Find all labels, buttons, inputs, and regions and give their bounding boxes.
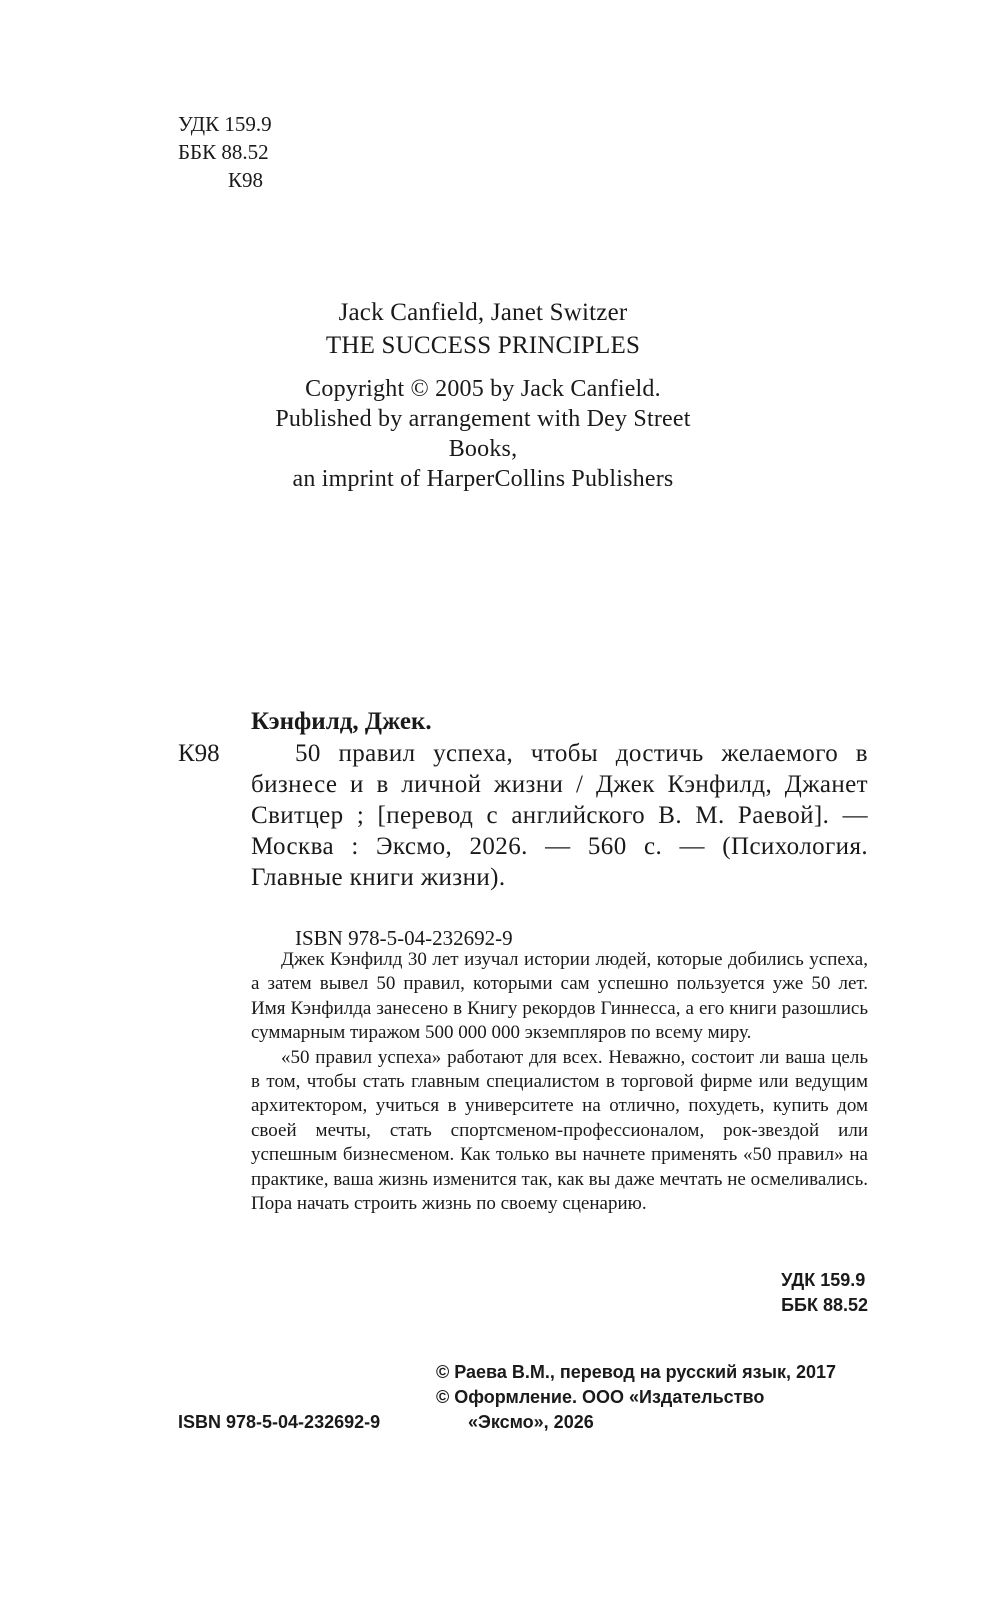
catalog-author-heading: Кэнфилд, Джек. xyxy=(251,708,432,735)
bbk-code: ББК 88.52 xyxy=(781,1295,868,1315)
catalog-isbn: ISBN 978-5-04-232692-9 xyxy=(295,926,513,950)
original-authors: Jack Canfield, Janet Switzer xyxy=(338,299,628,326)
original-title: THE SUCCESS PRINCIPLES xyxy=(325,332,641,359)
udk-code: УДК 159.9 xyxy=(178,112,272,136)
annotation-paragraph: «50 правил успеха» работают для всех. Неважно, состоит ли ваша цель в том, чтобы стать главным специалистом в торговой фирме или ведущим архитектором, учиться в университете на отлично, похудеть, купить дом своей мечты, стать спортсменом-профессионалом, рок-звездой или успешным бизнесменом. Как только вы начнете применять «50 правил» на практике, ваша жизнь изменится так, как вы даже мечтать не осмеливались. Пора начать строить жизнь по своему сценарию. xyxy=(251,1046,868,1215)
design-rights-line-2: «Эксмо», 2026 xyxy=(468,1412,594,1432)
udk-code: УДК 159.9 xyxy=(781,1270,866,1290)
copyright-line-1: Copyright © 2005 by Jack Canfield. xyxy=(305,376,661,402)
catalog-description: 50 правил успеха, чтобы достичь желаемого в бизнесе и в личной жизни / Джек Кэнфилд, Джанет Свитцер ; [перевод с английского В. М. Раевой]. — Москва : Эксмо, 2026. — 560 с. — (Психология. Главные книги жизни). xyxy=(251,740,868,891)
rights-block xyxy=(436,1360,876,1435)
copyright-line-3: an imprint of HarperCollins Publishers xyxy=(292,466,674,492)
original-edition-credits xyxy=(240,296,726,494)
classification-codes-top xyxy=(178,110,272,194)
isbn-bottom: ISBN 978-5-04-232692-9 xyxy=(178,1412,381,1432)
classification-codes-bottom xyxy=(781,1268,868,1318)
translation-rights: © Раева В.М., перевод на русский язык, 2017 xyxy=(436,1362,837,1382)
copyright-line-2: Published by arrangement with Dey Street Books, xyxy=(275,406,691,462)
annotation xyxy=(251,948,868,1216)
author-mark: К98 xyxy=(228,168,264,192)
annotation-paragraph: Джек Кэнфилд 30 лет изучал истории людей, которые добились успеха, а затем вывел 50 правил, которыми сам успешно пользуется уже 50 лет. Имя Кэнфилда занесено в Книгу рекордов Гиннесса, а его книги разошлись суммарным тиражом 500 000 000 экземпляров по всему миру. xyxy=(251,949,868,1044)
bbk-code: ББК 88.52 xyxy=(178,140,269,164)
design-rights-line-1: © Оформление. ООО «Издательство xyxy=(436,1387,765,1407)
catalog-author-mark: К98 xyxy=(178,740,220,767)
